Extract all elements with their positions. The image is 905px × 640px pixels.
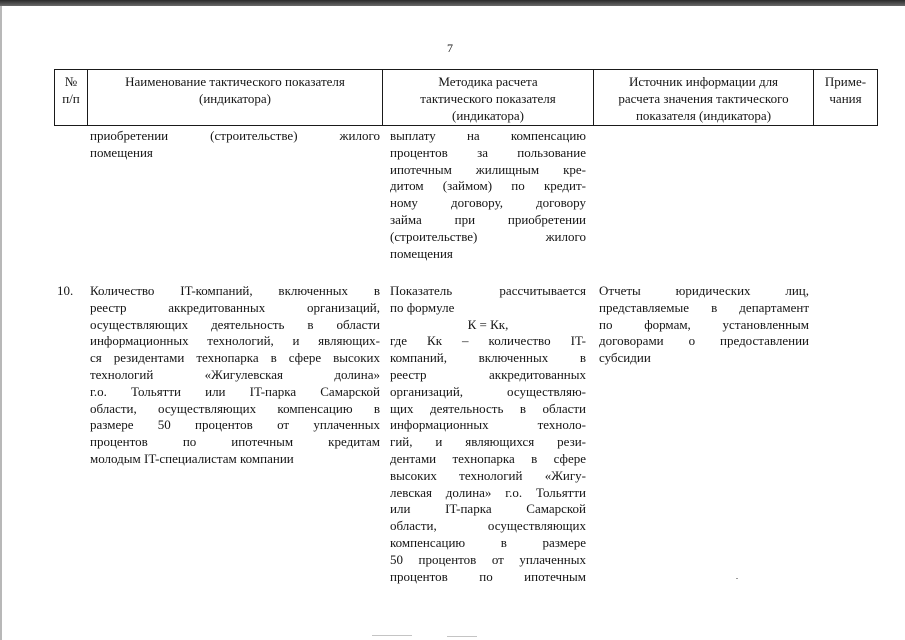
table-header-rule xyxy=(54,125,878,126)
text-line: ному договору, договору xyxy=(390,195,586,211)
row-number: 10. xyxy=(57,283,74,298)
scan-top-edge xyxy=(0,0,905,6)
text-line: организаций, осуществляю- xyxy=(390,383,586,399)
text-line: г.о. Тольятти или IT-парка Самарской xyxy=(90,383,380,399)
header-information-source: Источник информации для расчета значения тактического показателя (индикатора) xyxy=(618,74,789,123)
page-number: 7 xyxy=(447,41,453,55)
text-line: области, осуществляющих xyxy=(390,518,586,534)
text-line: гий, и являющихся рези- xyxy=(390,434,586,450)
table-border-right xyxy=(877,69,878,126)
text-line: займа при приобретении xyxy=(390,211,586,227)
text-line: (строительстве) жилого xyxy=(390,228,586,244)
text-line: субсидии xyxy=(599,350,651,366)
header-notes: Приме- чания xyxy=(824,74,867,106)
row-10-calculation-method xyxy=(390,283,586,585)
scan-speck xyxy=(372,635,412,636)
text-line: по формам, установленным xyxy=(599,316,809,332)
text-line: реестр аккредитованных xyxy=(390,366,586,382)
text-line: помещения xyxy=(390,245,453,261)
scan-speck xyxy=(447,636,477,637)
text-line: высоких технологий «Жигу- xyxy=(390,467,586,483)
formula: К = Кк, xyxy=(467,316,509,332)
table-top-rule xyxy=(54,69,878,70)
text-line: Отчеты юридических лиц, xyxy=(599,283,809,298)
text-line: помещения xyxy=(90,144,153,160)
text-line: процентов за пользование xyxy=(390,144,586,160)
text-line: левская долина» г.о. Тольятти xyxy=(390,484,586,500)
text-line: области, осуществляющих компенсацию в xyxy=(90,400,380,416)
text-line: ся резидентами технопарка в сфере высоких xyxy=(90,350,380,366)
text-line: где Кк – количество IT- xyxy=(390,333,586,349)
scan-left-edge xyxy=(0,6,2,640)
continued-row-name xyxy=(90,128,380,162)
text-line: Количество IT-компаний, включенных в xyxy=(90,283,380,298)
text-line: технологий «Жигулевская долина» xyxy=(90,366,380,382)
header-calculation-method: Методика расчета тактического показателя (индикатора) xyxy=(420,74,556,123)
text-line: представляемые в департамент xyxy=(599,299,809,315)
text-line: щих деятельность в области xyxy=(390,400,586,416)
text-line: 50 процентов от уплаченных xyxy=(390,551,586,567)
text-line: приобретении (строительстве) жилого xyxy=(90,128,380,143)
text-line: размере 50 процентов от уплаченных xyxy=(90,417,380,433)
text-line: выплату на компенсацию xyxy=(390,128,586,143)
text-line: осуществляющих деятельность в области xyxy=(90,316,380,332)
text-line: дитом (займом) по кредит- xyxy=(390,178,586,194)
text-line: дентами технопарка в сфере xyxy=(390,450,586,466)
text-line: по формуле xyxy=(390,299,455,315)
text-line: договорами о предоставлении xyxy=(599,333,809,349)
text-line: ипотечным жилищным кре- xyxy=(390,161,586,177)
continued-row-method xyxy=(390,128,586,262)
header-indicator-name: Наименование тактического показателя (индикатора) xyxy=(125,74,345,106)
header-number: № п/п xyxy=(62,74,80,106)
text-line: компаний, включенных в xyxy=(390,350,586,366)
text-line: молодым IT-специалистам компании xyxy=(90,450,294,466)
text-line: Показатель рассчитывается xyxy=(390,283,586,298)
text-line: информационных техноло- xyxy=(390,417,586,433)
row-10-information-source xyxy=(599,283,809,367)
text-line: или IT-парка Самарской xyxy=(390,501,586,517)
scan-speck xyxy=(736,578,738,579)
text-line: реестр аккредитованных организаций, xyxy=(90,299,380,315)
text-line: процентов по ипотечным кредитам xyxy=(90,434,380,450)
row-10-indicator-name xyxy=(90,283,380,468)
text-line: процентов по ипотечным xyxy=(390,568,586,584)
text-line: информационных технологий, и являющих- xyxy=(90,333,380,349)
text-line: компенсацию в размере xyxy=(390,534,586,550)
